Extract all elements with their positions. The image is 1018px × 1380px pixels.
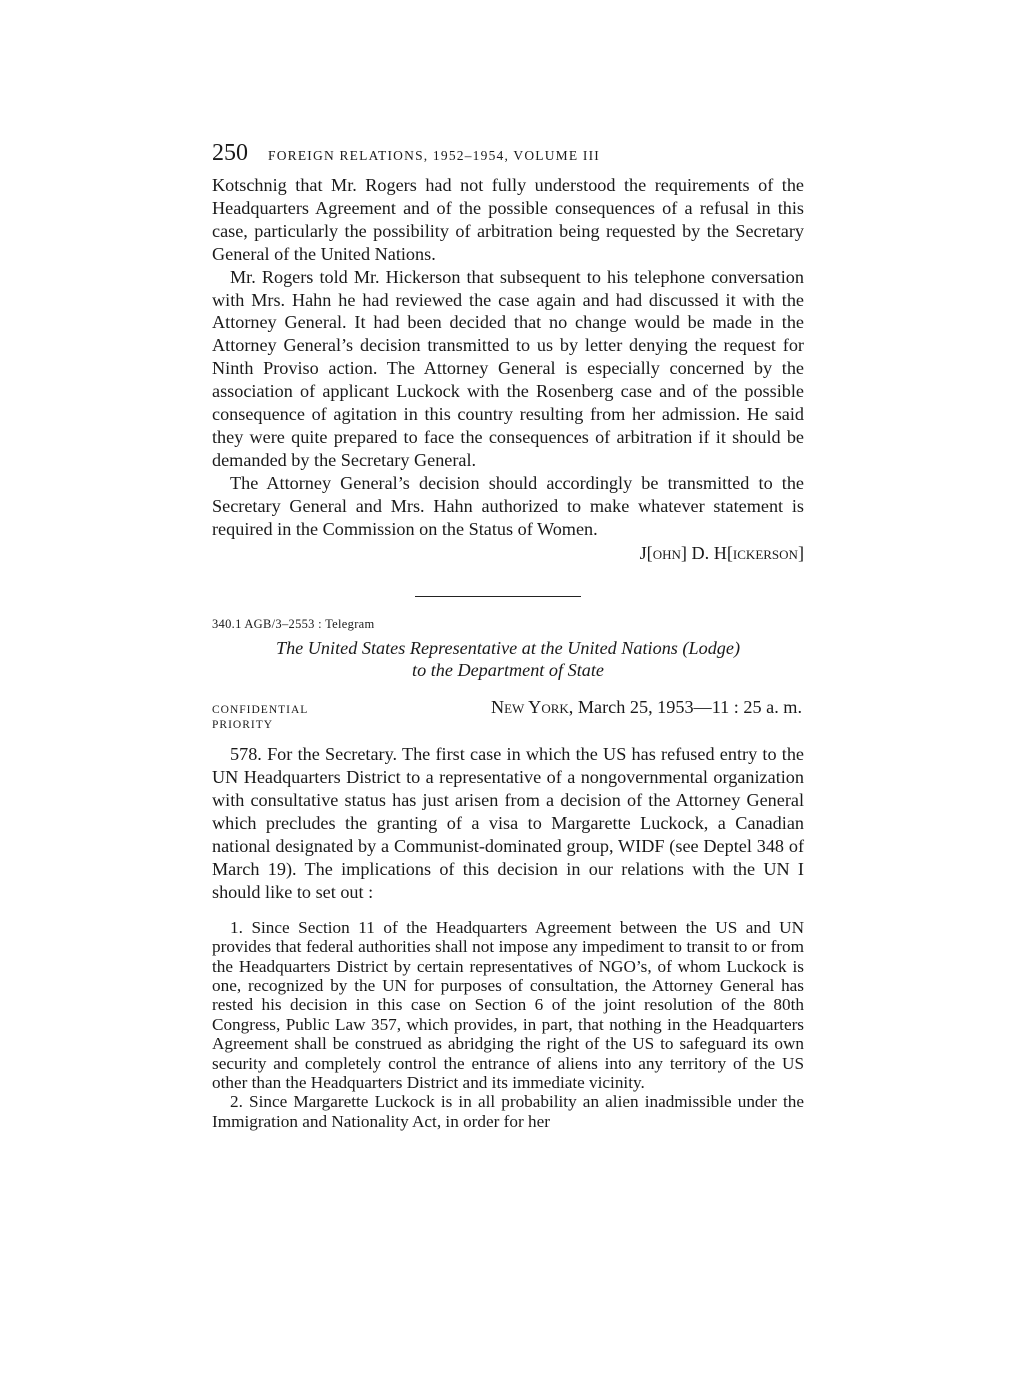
dateline <box>491 697 804 718</box>
memo-paragraph: The Attorney General’s decision should accordingly be transmitted to the Secretary General and Mrs. Hahn authorized to make whatever statement is required in the Commission on the Status of Women. <box>212 472 804 539</box>
signature-ohn: [ohn] <box>646 542 687 563</box>
numbered-points <box>212 918 804 1131</box>
priority-label: PRIORITY <box>212 719 274 732</box>
signature-j: J <box>639 542 647 563</box>
signature <box>212 542 804 565</box>
running-head: FOREIGN RELATIONS, 1952–1954, VOLUME III <box>268 148 600 163</box>
telegram-section <box>212 617 804 1131</box>
file-reference: 340.1 AGB/3–2553 : Telegram <box>212 617 375 632</box>
memo-paragraph: Mr. Rogers told Mr. Hickerson that subsequent to his telephone conversation with Mrs. Hahn he had reviewed the case again and had discussed it with the Attorney General. It had been decided that no change would be made in the Attorney General’s decision transmitted to us by letter denying the request for Ninth Proviso action. The Attorney General is especially concerned by the association of applicant Luckock with the Rosenberg case and of the possible consequence of agitation in this country resulting from her admission. He said they were quite prepared to face the consequences of arbitration if it should be demanded by the Secretary General. <box>212 266 804 470</box>
signature-ickerson: [ickerson] <box>726 542 804 563</box>
document-page <box>212 140 804 1131</box>
dateline-city: New York, <box>490 697 574 718</box>
section-divider <box>415 596 581 597</box>
signature-d: D. <box>691 542 710 563</box>
signature-h: H <box>713 542 727 563</box>
title-line-2: to the Department of State <box>412 660 604 681</box>
title-line-1: The United States Representative at the United Nations (Lodge) <box>275 638 741 659</box>
memo-paragraph: Kotschnig that Mr. Rogers had not fully understood the requirements of the Headquarters Agreement and of the possible consequences of a refusal in this case, particularly the possibility of arbitration being requested by the Secretary General of the United Nations. <box>212 175 804 264</box>
telegram-intro: 578. For the Secretary. The first case in which the US has refused entry to the UN Headquarters District to a representative of a nongovernmental organization with consultative status has just arisen from a decision of the Attorney General which precludes the granting of a visa to Margarette Luckock, a Canadian national designated by a Communist-dominated group, WIDF (see Deptel 348 of March 19). The implications of this decision in our relations with the UN I should like to set out : <box>212 744 804 902</box>
classification-label: CONFIDENTIAL <box>212 704 309 717</box>
page-header <box>212 140 804 174</box>
numbered-point: 2. Since Margarette Luckock is in all probability an alien inadmissible under the Immigration and Nationality Act, in order for her <box>212 1092 804 1131</box>
memo-body <box>212 174 804 564</box>
page-number: 250 <box>212 140 248 166</box>
document-title <box>212 637 804 681</box>
numbered-point: 1. Since Section 11 of the Headquarters Agreement between the US and UN provides that federal authorities shall not impose any impediment to transit to or from the Headquarters District by certain representatives of NGO’s, of whom Luckock is one, recognized by the UN for purposes of consultation, the Attorney General has rested his decision in this case on Section 6 of the joint resolution of the 80th Congress, Public Law 357, which provides, in part, that nothing in the Headquarters Agreement shall be construed as abridging the right of the US to safeguard its own security and completely control the entrance of aliens into any territory of the US other than the Headquarters District and its immediate vicinity. <box>212 917 804 1092</box>
dateline-date: March 25, 1953—11 : 25 a. m. <box>577 697 802 718</box>
telegram-meta <box>212 697 804 718</box>
